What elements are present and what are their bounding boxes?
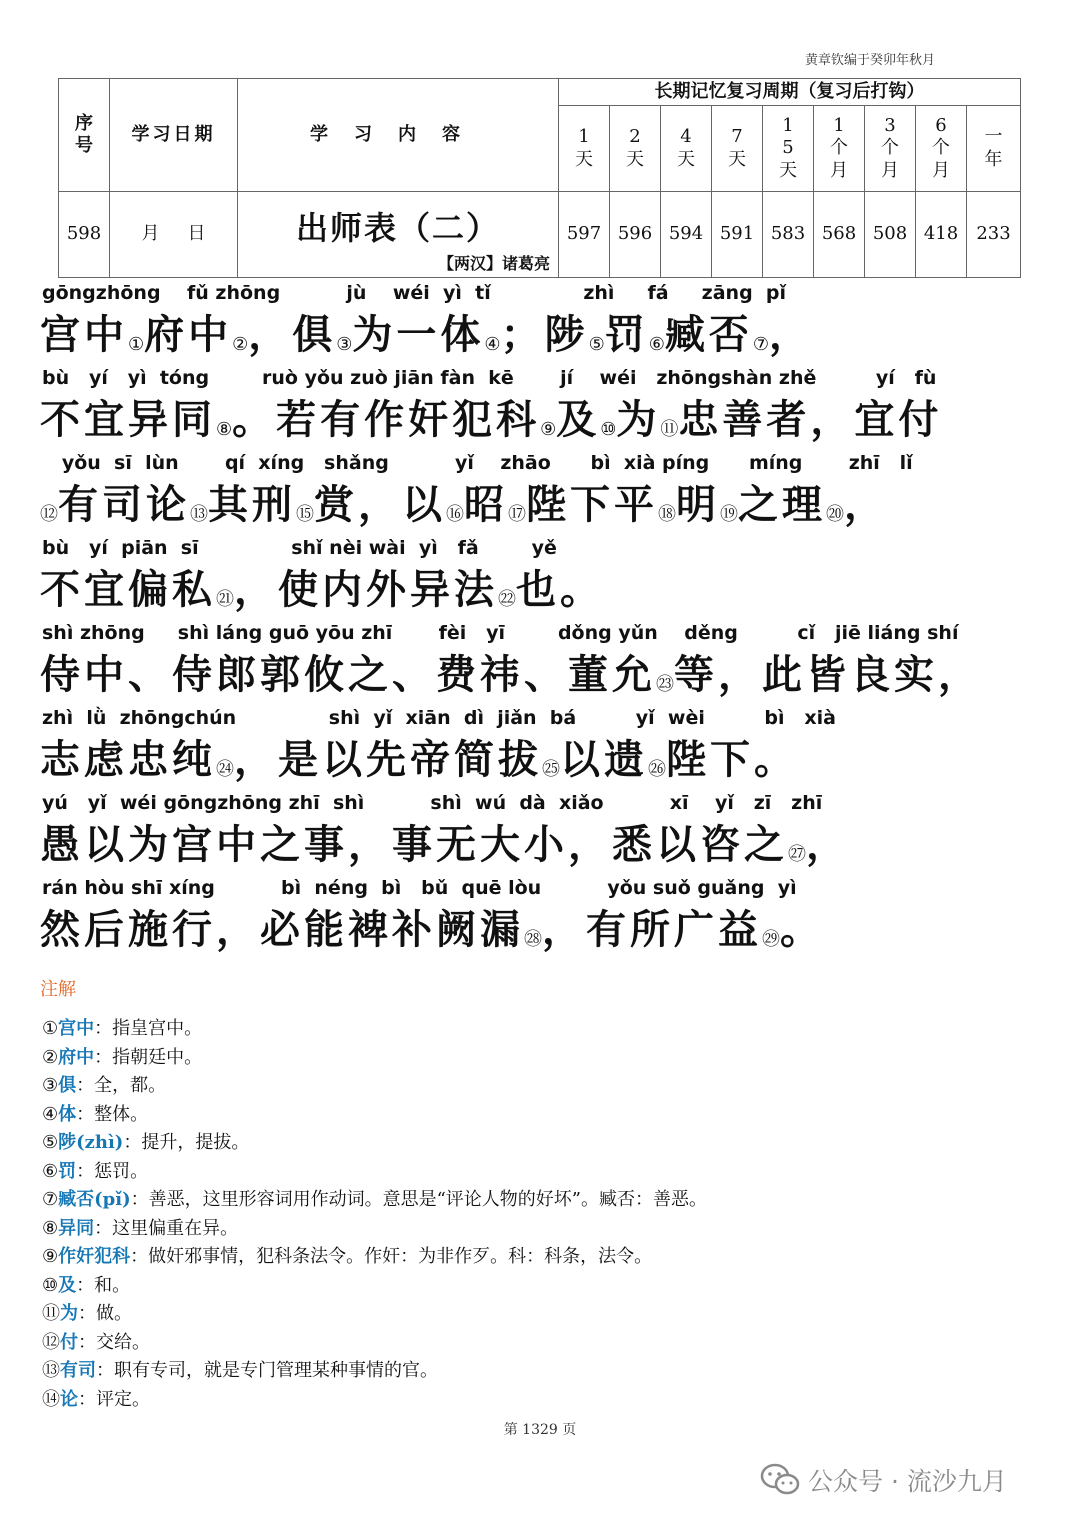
- note-number: ①: [42, 1018, 59, 1039]
- pinyin-line: bù yí piān sī shǐ nèi wài yì fǎ yě: [42, 537, 557, 559]
- hanzi-line: 侍中、侍郎郭攸之、费祎、董允$_㉓$等，此皆良实，: [40, 651, 982, 698]
- pinyin-line: bù yí yì tóng ruò yǒu zuò jiān fàn kē jí wéi zhōngshàn zhě yí fù: [42, 367, 937, 389]
- note-item: [42, 1272, 1042, 1301]
- poem-title: 出师表（二）: [295, 208, 500, 247]
- pinyin-line: gōngzhōng fǔ zhōng jù wéi yì tǐ zhì fá zāng pǐ: [42, 282, 787, 304]
- note-text: ：整体。: [76, 1103, 149, 1125]
- row-index: 598: [59, 192, 110, 278]
- note-number: ⑬: [42, 1360, 60, 1381]
- pinyin-line: rán hòu shī xíng bì néng bì bǔ quē lòu yǒu suǒ guǎng yì: [42, 877, 797, 899]
- note-number: ⑤: [42, 1132, 59, 1153]
- text-line: [40, 622, 1050, 707]
- review-num: 508: [865, 192, 916, 278]
- note-term: 罚: [58, 1160, 77, 1182]
- text-line: [40, 707, 1050, 792]
- review-num: 233: [967, 192, 1021, 278]
- note-number: ③: [42, 1075, 59, 1096]
- note-term: 有司: [60, 1360, 96, 1381]
- note-item: [42, 1044, 1042, 1073]
- wechat-icon: [760, 1463, 800, 1497]
- study-date: 月 日: [110, 192, 238, 278]
- hanzi-line: 然后施行，必能裨补阙漏$_㉘$，有所广益$_㉙$。: [40, 906, 824, 953]
- interval-header: 4天: [661, 106, 712, 192]
- note-item: [42, 1129, 1042, 1158]
- note-item: [42, 1186, 1042, 1215]
- note-number: ④: [42, 1103, 59, 1125]
- note-text: ：交给。: [78, 1331, 150, 1353]
- note-item: [42, 1386, 1042, 1415]
- review-num: 597: [559, 192, 610, 278]
- interval-header: 2天: [610, 106, 661, 192]
- col-content-header: 学习内容: [238, 79, 559, 192]
- note-term: 及: [58, 1274, 77, 1296]
- pinyin-line: zhì lǜ zhōngchún shì yǐ xiān dì jiǎn bá yǐ wèi bì xià: [42, 707, 836, 729]
- notes-title: 注解: [40, 979, 76, 1000]
- hanzi-line: 不宜偏私$_㉑$，使内外异法$_㉒$也。: [40, 566, 604, 613]
- interval-header: 6个月: [916, 106, 967, 192]
- interval-header: 1个月: [814, 106, 865, 192]
- note-item: [42, 1101, 1042, 1130]
- note-number: ⑨: [42, 1246, 59, 1267]
- note-text: ：提升，提拔。: [123, 1132, 250, 1153]
- note-text: ：指朝廷中。: [94, 1046, 203, 1068]
- review-period-title: 长期记忆复习周期（复习后打钩）: [559, 79, 1021, 106]
- note-text: ：和。: [76, 1274, 131, 1296]
- note-item: [42, 1015, 1042, 1044]
- col-date-header: 学习日期: [110, 79, 238, 192]
- page-number: 第 1329 页: [503, 1422, 577, 1438]
- note-item: [42, 1329, 1042, 1358]
- hanzi-line: $_⑫$有司论$_⑬$其刑$_⑮$赏，以$_⑯$昭$_⑰$陛下平$_⑱$明$_⑲$之理$_⑳$，: [40, 481, 888, 528]
- review-num: 418: [916, 192, 967, 278]
- note-number: ⑥: [42, 1160, 59, 1182]
- poem-author: 【两汉】诸葛亮: [437, 254, 550, 273]
- note-term: 俱: [58, 1075, 77, 1096]
- note-term: 宫中: [58, 1018, 95, 1039]
- review-num: 591: [712, 192, 763, 278]
- note-number: ⑩: [42, 1274, 59, 1296]
- hanzi-line: 不宜异同$_⑧$。若有作奸犯科$_⑨$及$_⑩$为$_⑪$忠善者，宜付: [40, 396, 943, 443]
- note-number: ⑫: [42, 1331, 60, 1353]
- review-num: 594: [661, 192, 712, 278]
- text-line: [40, 367, 1050, 452]
- hanzi-line: 志虑忠纯$_㉔$，是以先帝简拔$_㉕$以遗$_㉖$陛下。: [40, 736, 798, 783]
- review-num: 583: [763, 192, 814, 278]
- note-term: 为: [60, 1303, 78, 1324]
- col-index-header: 序号: [59, 79, 110, 192]
- note-text: ：指皇宫中。: [94, 1018, 203, 1039]
- note-term: 府中: [58, 1046, 95, 1068]
- note-item: [42, 1072, 1042, 1101]
- note-text: ：惩罚。: [76, 1160, 149, 1182]
- review-num: 568: [814, 192, 865, 278]
- note-term: 付: [60, 1331, 78, 1353]
- note-number: ⑦: [42, 1189, 59, 1210]
- text-line: [40, 537, 1050, 622]
- note-term: 论: [60, 1388, 78, 1410]
- note-item: [42, 1158, 1042, 1187]
- text-line: [40, 877, 1050, 962]
- pinyin-line: shì zhōng shì láng guō yōu zhī fèi yī dǒng yǔn děng cǐ jiē liáng shí: [42, 622, 959, 644]
- notes-list: [42, 1015, 1042, 1414]
- pinyin-line: yǒu sī lùn qí xíng shǎng yǐ zhāo bì xià píng míng zhī lǐ: [42, 452, 913, 474]
- note-term: 作奸犯科: [58, 1246, 131, 1267]
- note-item: [42, 1357, 1042, 1386]
- hanzi-line: 宫中$_①$府中$_②$，俱$_③$为一体$_④$；陟$_⑤$罚$_⑥$臧否$_⑦$，: [40, 311, 813, 358]
- note-text: ：做奸邪事情，犯科条法令。作奸：为非作歹。科：科条，法令。: [130, 1246, 653, 1267]
- interval-header: 15天: [763, 106, 814, 192]
- text-line: [40, 282, 1050, 367]
- note-text: ：职有专司，就是专门管理某种事情的官。: [96, 1360, 438, 1381]
- author-note: 黄章钦编于癸卯年秋月: [805, 53, 936, 68]
- note-term: 异同: [58, 1217, 95, 1239]
- note-number: ⑭: [42, 1388, 60, 1410]
- note-text: ：做。: [78, 1303, 132, 1324]
- note-term: 体: [58, 1103, 77, 1125]
- text-line: [40, 452, 1050, 537]
- watermark-text: 公众号 · 流沙九月: [808, 1467, 1007, 1496]
- interval-header: 1天: [559, 106, 610, 192]
- note-term: 陟(zhì): [58, 1132, 124, 1153]
- note-number: ⑪: [42, 1303, 60, 1324]
- note-item: [42, 1243, 1042, 1272]
- note-text: ：全，都。: [76, 1075, 167, 1096]
- note-item: [42, 1215, 1042, 1244]
- review-schedule-table: [58, 78, 1021, 278]
- note-text: ：善恶，这里形容词用作动词。意思是“评论人物的好坏”。臧否：善恶。: [130, 1189, 708, 1210]
- interval-header: 3个月: [865, 106, 916, 192]
- main-text: [40, 282, 1050, 962]
- note-item: [42, 1300, 1042, 1329]
- note-text: ：评定。: [78, 1388, 150, 1410]
- note-number: ②: [42, 1046, 59, 1068]
- text-line: [40, 792, 1050, 877]
- pinyin-line: yú yǐ wéi gōngzhōng zhī shì shì wú dà xiǎo xī yǐ zī zhī: [42, 792, 823, 814]
- interval-header: 7天: [712, 106, 763, 192]
- note-number: ⑧: [42, 1217, 59, 1239]
- hanzi-line: 愚以为宫中之事，事无大小，悉以咨之$_㉗$，: [40, 821, 850, 868]
- note-term: 臧否(pǐ): [58, 1189, 131, 1210]
- watermark: [760, 1462, 1007, 1498]
- interval-header: 一年: [967, 106, 1021, 192]
- review-num: 596: [610, 192, 661, 278]
- study-content: [238, 192, 559, 278]
- note-text: ：这里偏重在异。: [94, 1217, 239, 1239]
